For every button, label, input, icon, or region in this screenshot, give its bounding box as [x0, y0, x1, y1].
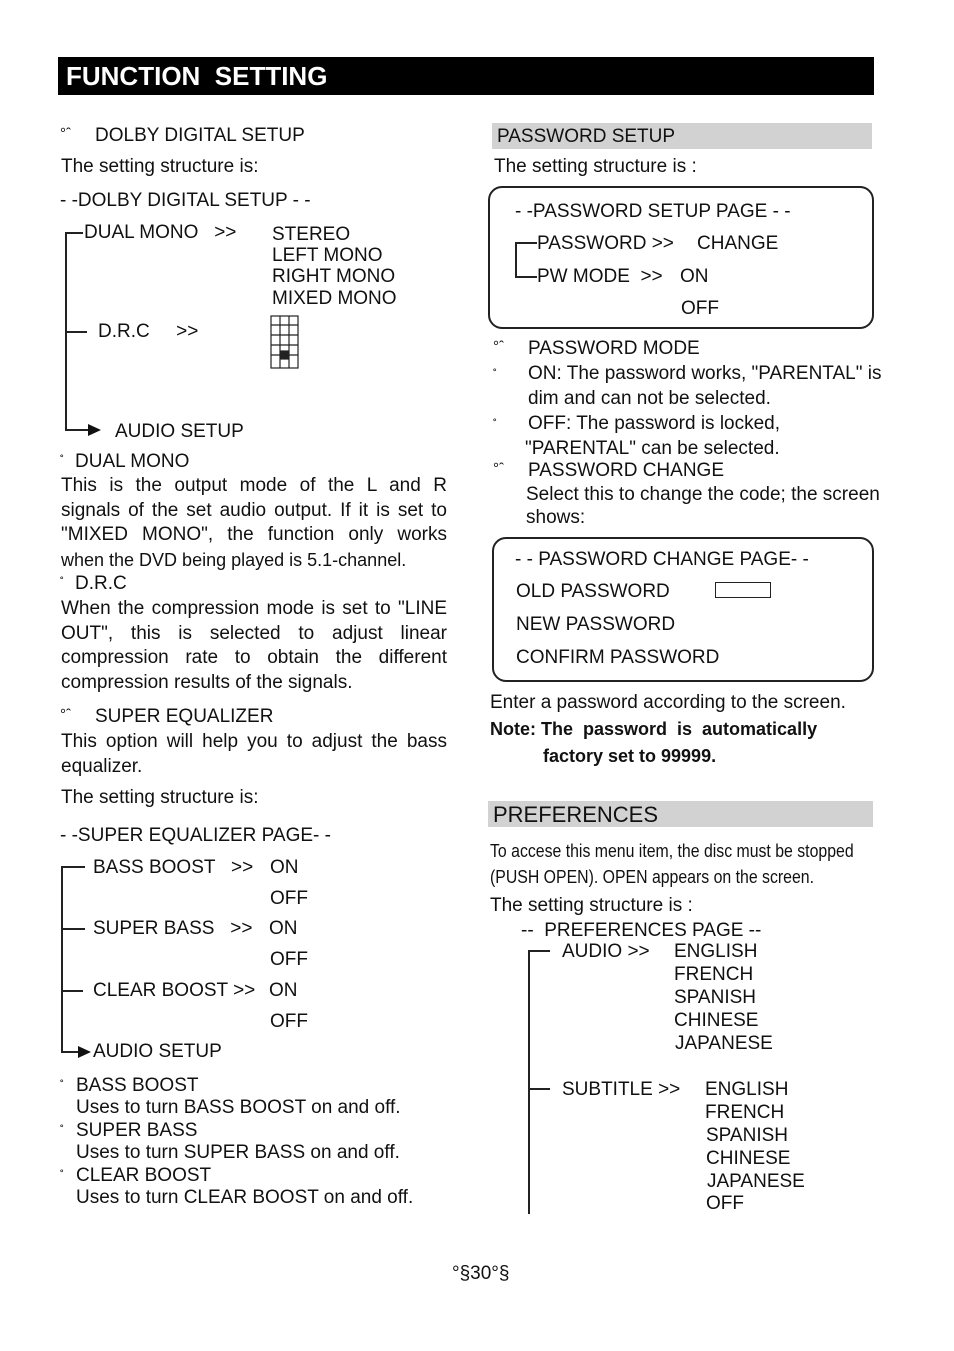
option-change: CHANGE: [697, 233, 779, 254]
subtitle-option: SPANISH: [706, 1125, 789, 1146]
tree-line: [65, 331, 87, 333]
option-right-mono: RIGHT MONO: [272, 266, 396, 287]
dolby-heading: DOLBY DIGITAL SETUP: [95, 125, 305, 146]
option-stereo: STEREO: [272, 224, 351, 245]
tree-line: [515, 242, 517, 278]
subtitle-option: FRENCH: [705, 1102, 785, 1123]
bass-boost-desc: Uses to turn BASS BOOST on and off.: [76, 1097, 401, 1118]
tree-line: [61, 866, 85, 868]
note-text: The password is automatically: [541, 719, 818, 739]
password-heading: PASSWORD SETUP: [497, 126, 676, 147]
item-bullet: ˚: [493, 367, 497, 381]
subtitle-option: ENGLISH: [705, 1079, 789, 1100]
item-bullet: ˚: [493, 417, 497, 431]
clear-boost-heading: CLEAR BOOST: [76, 1165, 212, 1186]
enter-password-text: Enter a password according to the screen.: [490, 692, 846, 713]
text-line: OUT", this is selected to adjust linear: [61, 622, 447, 644]
tree-line: [61, 928, 85, 930]
password-label: PASSWORD >>: [537, 233, 674, 254]
audio-setup-link: AUDIO SETUP: [93, 1041, 222, 1062]
old-password-label: OLD PASSWORD: [516, 581, 670, 602]
clear-boost-label: CLEAR BOOST >>: [93, 980, 256, 1001]
eq-structure-intro: The setting structure is:: [61, 787, 259, 808]
text-line: When the compression mode is set to "LINE: [61, 598, 447, 619]
mode-on-text: ON: The password works, "PARENTAL" is: [528, 363, 882, 384]
option-on: ON: [269, 918, 298, 939]
new-password-label: NEW PASSWORD: [516, 614, 676, 635]
dual-mono-label: DUAL MONO >>: [84, 222, 237, 243]
note-text: factory set to 99999.: [543, 746, 717, 766]
option-off: OFF: [270, 888, 308, 909]
tree-line: [61, 990, 83, 992]
subtitle-option: CHINESE: [706, 1148, 791, 1169]
text-line: compression results of the signals.: [61, 671, 353, 693]
item-bullet: ˚: [60, 1168, 64, 1182]
section-bullet: °ˆ: [60, 706, 71, 723]
option-off: OFF: [270, 949, 308, 970]
arrow-icon: [78, 1046, 91, 1058]
section-bullet: °ˆ: [493, 338, 504, 355]
tree-line: [528, 950, 550, 952]
audio-setup-link: AUDIO SETUP: [115, 421, 244, 442]
section-bullet: °ˆ: [60, 125, 71, 142]
subtitle-option: JAPANESE: [707, 1171, 805, 1192]
dual-mono-desc: [61, 474, 447, 572]
text-line: compression rate to obtain the different: [61, 647, 447, 668]
clear-boost-desc: Uses to turn CLEAR BOOST on and off.: [76, 1187, 414, 1208]
text-line: when the DVD being played is 5.1-channel.: [61, 549, 407, 570]
preferences-structure-intro: The setting structure is :: [490, 895, 693, 916]
option-off: OFF: [270, 1011, 308, 1032]
drc-desc: [61, 597, 447, 695]
tree-line: [515, 276, 537, 278]
note-label: Note:: [490, 719, 536, 739]
audio-option: JAPANESE: [675, 1033, 773, 1054]
subtitle-label: SUBTITLE >>: [562, 1079, 681, 1100]
preferences-intro: (PUSH OPEN). OPEN appears on the screen.: [490, 867, 814, 887]
audio-option: ENGLISH: [674, 941, 758, 962]
confirm-password-label: CONFIRM PASSWORD: [516, 647, 720, 668]
tree-line: [528, 950, 530, 1214]
super-bass-desc: Uses to turn SUPER BASS on and off.: [76, 1142, 400, 1163]
change-text: shows:: [526, 507, 586, 528]
section-bullet: °ˆ: [493, 460, 504, 477]
text-line: signals of the set audio output. If it is set to: [61, 499, 447, 521]
tree-line: [515, 242, 537, 244]
tree-line: [65, 232, 83, 234]
audio-option: SPANISH: [674, 987, 757, 1008]
option-on: ON: [680, 266, 709, 287]
text-line: This is the output mode of the L and R: [61, 475, 447, 496]
text-line: equalizer.: [61, 755, 143, 777]
audio-option: CHINESE: [674, 1010, 759, 1031]
item-bullet: ˚: [60, 575, 64, 589]
preferences-page-title: -- PREFERENCES PAGE --: [521, 920, 762, 941]
dual-mono-heading: DUAL MONO: [75, 451, 190, 472]
change-text: Select this to change the code; the screen: [526, 484, 880, 505]
mode-off-text: OFF: The password is locked,: [528, 413, 781, 434]
option-left-mono: LEFT MONO: [272, 245, 383, 266]
option-on: ON: [270, 857, 299, 878]
item-bullet: ˚: [60, 1078, 64, 1092]
option-off: OFF: [681, 298, 719, 319]
audio-option: FRENCH: [674, 964, 754, 985]
dolby-structure-intro: The setting structure is:: [61, 156, 259, 177]
option-on: ON: [269, 980, 298, 1001]
password-change-heading: PASSWORD CHANGE: [528, 460, 725, 481]
eq-desc: [61, 730, 447, 779]
password-page-title: - -PASSWORD SETUP PAGE - -: [515, 201, 791, 222]
eq-page-title: - -SUPER EQUALIZER PAGE- -: [60, 825, 331, 846]
drc-heading: D.R.C: [75, 573, 127, 594]
old-password-input[interactable]: [715, 582, 771, 598]
mode-on-text: dim and can not be selected.: [528, 388, 771, 409]
password-structure-intro: The setting structure is :: [494, 156, 697, 177]
drc-label: D.R.C >>: [98, 321, 199, 342]
tree-line: [65, 429, 89, 431]
eq-heading: SUPER EQUALIZER: [95, 706, 274, 727]
preferences-heading: PREFERENCES: [493, 802, 659, 827]
slider-icon: [270, 315, 300, 369]
super-bass-label: SUPER BASS >>: [93, 918, 253, 939]
password-mode-heading: PASSWORD MODE: [528, 338, 700, 359]
arrow-icon: [88, 424, 101, 436]
tree-line: [61, 866, 63, 1052]
preferences-intro: To accese this menu item, the disc must be stopped: [490, 841, 854, 861]
page-number: °§30°§: [452, 1263, 510, 1284]
tree-line: [528, 1088, 550, 1090]
item-bullet: ˚: [60, 1123, 64, 1137]
bass-boost-label: BASS BOOST >>: [93, 857, 254, 878]
change-page-title: - - PASSWORD CHANGE PAGE- -: [515, 549, 809, 570]
tree-line: [61, 1051, 79, 1053]
item-bullet: ˚: [60, 453, 64, 467]
dolby-page-title: - -DOLBY DIGITAL SETUP - -: [60, 190, 311, 211]
option-mixed-mono: MIXED MONO: [272, 288, 397, 309]
page-title: FUNCTION SETTING: [66, 61, 328, 91]
bass-boost-heading: BASS BOOST: [76, 1075, 199, 1096]
super-bass-heading: SUPER BASS: [76, 1120, 198, 1141]
text-line: This option will help you to adjust the bass: [61, 731, 447, 752]
pw-mode-label: PW MODE >>: [537, 266, 663, 287]
audio-label: AUDIO >>: [562, 941, 650, 962]
text-line: "MIXED MONO", the function only works: [61, 524, 447, 545]
mode-off-text: "PARENTAL" can be selected.: [525, 438, 780, 459]
subtitle-option: OFF: [706, 1193, 744, 1214]
